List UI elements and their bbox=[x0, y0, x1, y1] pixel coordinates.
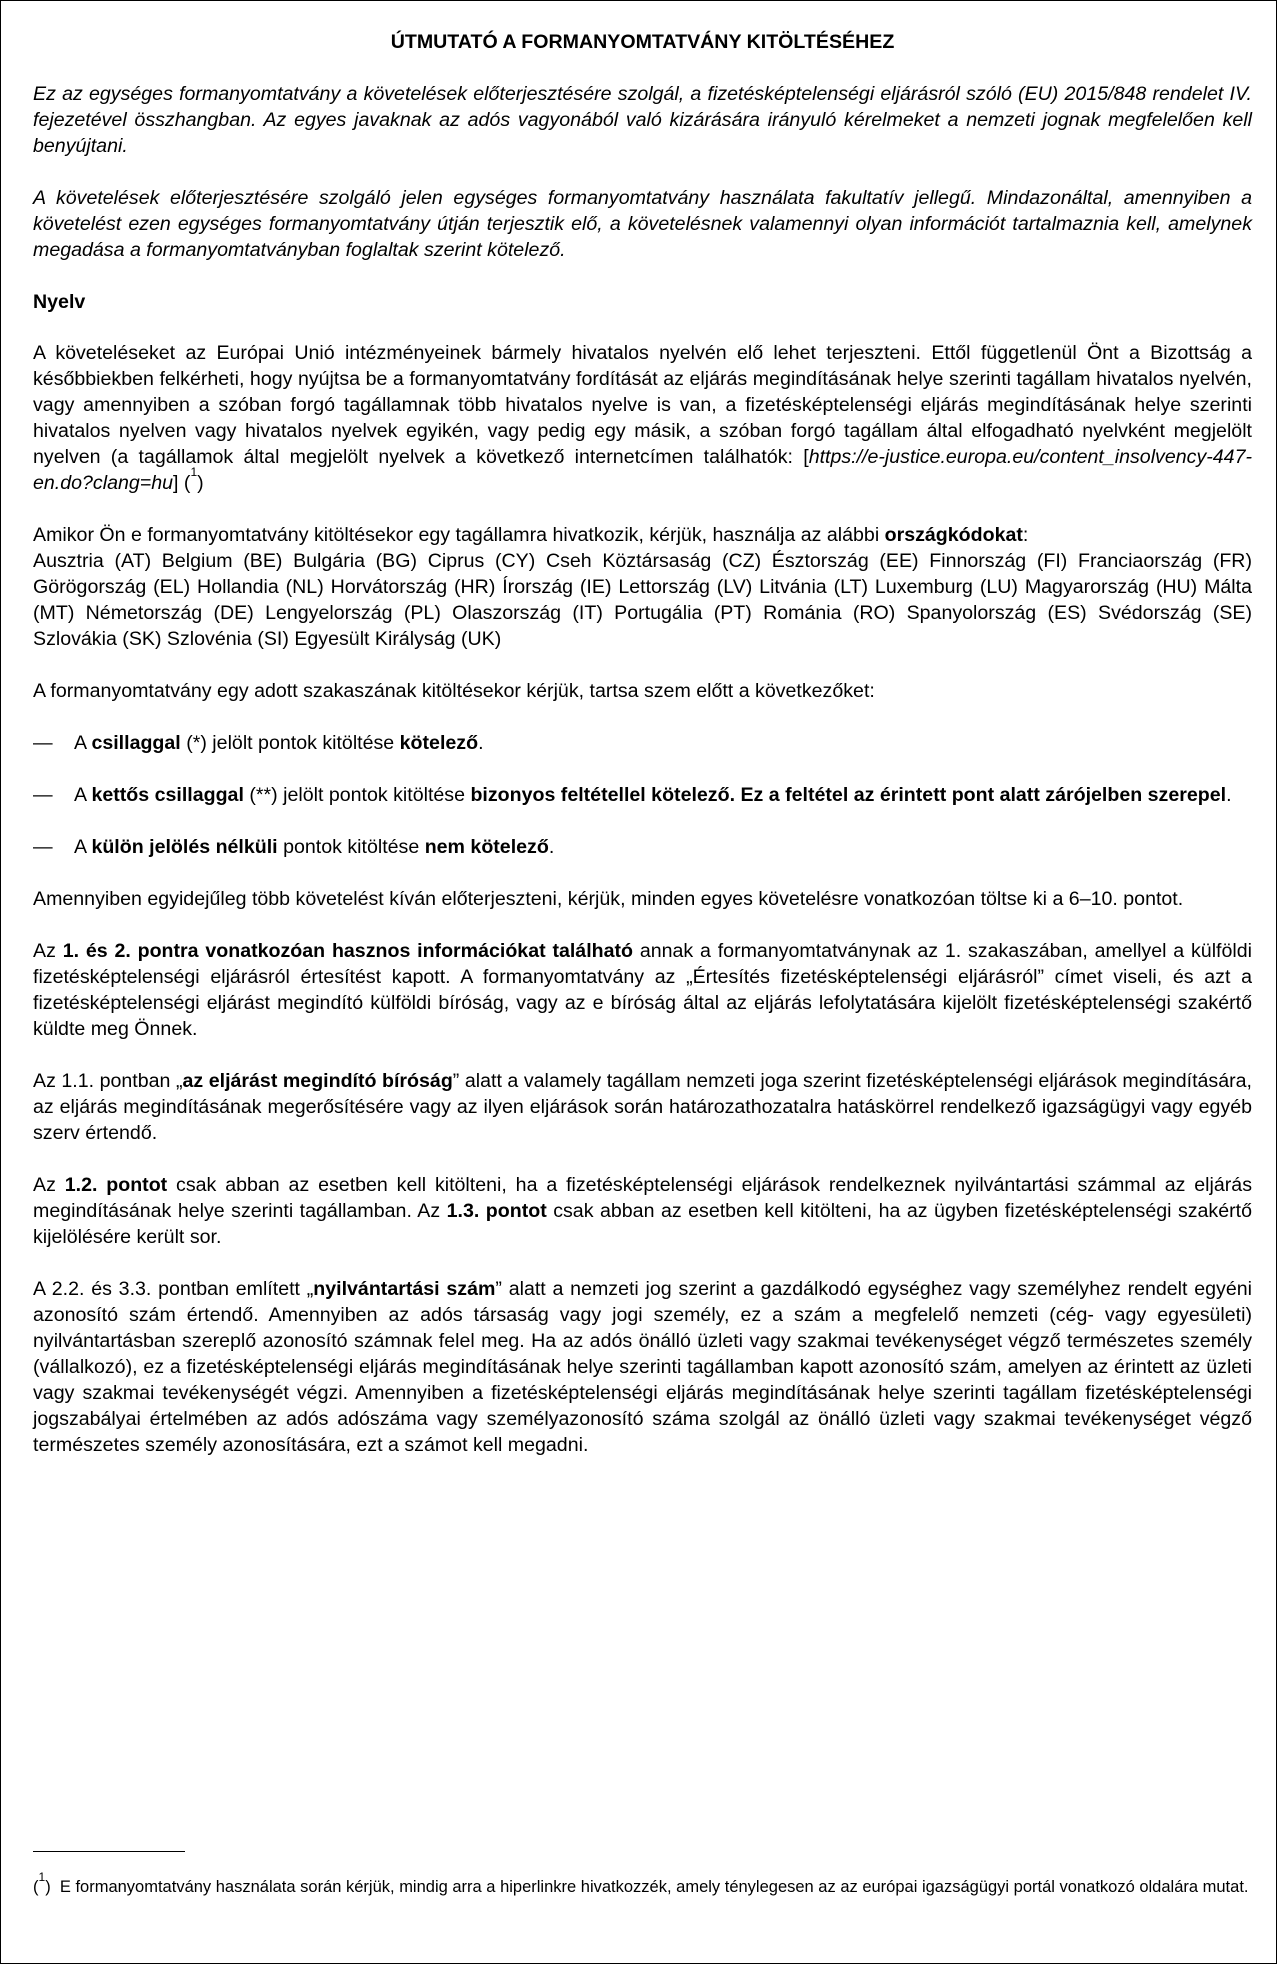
footnote-number: 1 bbox=[38, 1869, 46, 1884]
registration-number-paragraph: A 2.2. és 3.3. pontban említett „nyilvántartási szám” alatt a nemzeti jog szerint a gazdálkodó egységhez vagy személyhez rendelt egyéni azonosító szám értendő. Amennyiben az adós társaság vagy jogi személy, ez a szám a megfelelő nemzeti (cég- vagy egyesületi) nyilvántartásban szereplő azonosító számnak felel meg. Ha az adós önálló üzleti vagy szakmai tevékenységet végző természetes személy (vállalkozó), ez a fizetésképtelenségi eljárás megindításának helye szerinti tagállamban kapott azonosító szám, amelyen az érintett az üzleti vagy szakmai tevékenységét végzi. Amennyiben a fizetésképtelenségi eljárás megindításának helye szerinti tagállam fizetésképtelenségi jogszabályai értelmében az adós adószáma vagy személyazonosító száma szolgál az önálló üzleti vagy szakmai tevékenységet végző természetes személy azonosítására, ezt a számot kell megadni. bbox=[33, 1278, 1252, 1456]
country-codes-paragraph bbox=[33, 522, 1252, 652]
country-codes-intro: Amikor Ön e formanyomtatvány kitöltésekor egy tagállamra hivatkozik, kérjük, használja az alábbi bbox=[33, 524, 885, 546]
language-paragraph bbox=[33, 340, 1252, 496]
bullet-optional: — A külön jelölés nélküli pontok kitöltése nem kötelező. bbox=[33, 836, 555, 858]
points-1-2-paragraph: Az 1. és 2. pontra vonatkozóan hasznos információkat található annak a formanyomtatványnak az 1. szakaszában, amellyel a külföldi fizetésképtelenségi eljárásról értesítést kapott. A formanyomtatvány az „Értesítés fizetésképtelenségi eljárásról” címet viseli, és azt a fizetésképtelenségi eljárást megindító külföldi bíróság, vagy az e bíróság által az eljárás lefolytatására kijelölt fizetésképtelenségi szakértő küldte meg Önnek. bbox=[33, 940, 1252, 1040]
language-heading: Nyelv bbox=[33, 291, 86, 313]
dash-mark: — bbox=[33, 732, 53, 754]
footnote-separator bbox=[33, 1851, 185, 1852]
footnote-reference: 1 bbox=[190, 465, 198, 480]
footnote-text: E formanyomtatvány használata során kérjük, mindig arra a hiperlinkre hivatkozzék, amely ténylegesen az az európai igazságügyi portál vonatkozó oldalára mutat. bbox=[59, 1878, 1249, 1896]
language-after-url: ] ( bbox=[173, 472, 191, 494]
footnote: ($^1$) E formanyomtatvány használata során kérjük, mindig arra a hiperlinkre hivatkozzék, amely ténylegesen az az európai igazságügyi portál vonatkozó oldalára mutat. bbox=[33, 1869, 1249, 1896]
section-note: A formanyomtatvány egy adott szakaszának kitöltésekor kérjük, tartsa szem előtt a következőket: bbox=[33, 680, 875, 702]
language-text: A követeléseket az Európai Unió intézményeinek bármely hivatalos nyelvén elő lehet terjeszteni. Ettől függetlenül Önt a Bizottság a későbbiekben felkérheti, hogy nyújtsa be a formanyomtatvány fordítását az eljárás megindításának helye szerinti tagállam hivatalos nyelvén, vagy amennyiben a szóban forgó tagállamnak több hivatalos nyelve is van, a fizetésképtelenségi eljárás megindításának helye szerinti hivatalos nyelven vagy hivatalos nyelvek egyikén, vagy pedig egy másik, a szóban forgó tagállam által elfogadható nyelvként megjelölt nyelven (a tagállamok által megjelölt nyelvek a következő internetcímen találhatók: [ bbox=[33, 342, 1252, 468]
document-title: ÚTMUTATÓ A FORMANYOMTATVÁNY KITÖLTÉSÉHEZ bbox=[390, 31, 895, 53]
country-codes-list: Ausztria (AT) Belgium (BE) Bulgária (BG) Ciprus (CY) Cseh Köztársaság (CZ) Észtország (EE) Finnország (FI) Franciaország (FR) Görögország (EL) Hollandia (NL) Horvátország (HR) Írország (IE) Lettország (LV) Litvánia (LT) Luxemburg (LU) Magyarország (HU) Málta (MT) Németország (DE) Lengyelország (PL) Olaszország (IT) Portugália (PT) Románia (RO) Spanyolország (ES) Svédország (SE) Szlovákia (SK) Szlovénia (SI) Egyesült Királyság (UK) bbox=[33, 550, 1252, 650]
bullet-conditional: — A kettős csillaggal (**) jelölt pontok kitöltése bizonyos feltétellel kötelező. Ez a feltétel az érintett pont alatt zárójelben szerepel. bbox=[33, 784, 1232, 806]
point-1-1-paragraph: Az 1.1. pontban „az eljárást megindító bíróság” alatt a valamely tagállam nemzeti joga szerint fizetésképtelenségi eljárások megindítására, az eljárás megindításának megerősítésére vagy az ilyen eljárások során határozathozatalra hatáskörrel rendelkező igazságügyi vagy egyéb szerv értendő. bbox=[33, 1070, 1252, 1144]
language-end: ) bbox=[197, 472, 204, 494]
country-codes-colon: : bbox=[1022, 524, 1029, 546]
intro-paragraph-1: Ez az egységes formanyomtatvány a követelések előterjesztésére szolgál, a fizetésképtelenségi eljárásról szóló (EU) 2015/848 rendelet IV. fejezetével összhangban. Az egyes javaknak az adós vagyonából való kizárására irányuló kérelmeket a nemzeti jognak megfelelően kell benyújtani. bbox=[33, 83, 1252, 157]
portal-url: https://e-justice.europa.eu/content_insolvency-447-en.do?clang=hu bbox=[33, 446, 1252, 494]
country-codes-keyword: országkódokat bbox=[884, 524, 1023, 546]
dash-mark: — bbox=[33, 784, 53, 806]
multi-claims-paragraph: Amennyiben egyidejűleg több követelést kíván előterjeszteni, kérjük, minden egyes követelésre vonatkozóan töltse ki a 6–10. pontot. bbox=[33, 888, 1184, 910]
bullet-mandatory: — A csillaggal (*) jelölt pontok kitöltése kötelező. bbox=[33, 732, 484, 754]
intro-paragraph-2: A követelések előterjesztésére szolgáló jelen egységes formanyomtatvány használata fakultatív jellegű. Mindazonáltal, amennyiben a követelést ezen egységes formanyomtatvány útján terjesztik elő, a követelésnek valamennyi olyan információt tartalmaznia kell, amelynek megadása a formanyomtatványban foglaltak szerint kötelező. bbox=[33, 187, 1252, 261]
points-1-2-1-3-paragraph: Az 1.2. pontot csak abban az esetben kell kitölteni, ha a fizetésképtelenségi eljárások rendelkeznek nyilvántartási számmal az eljárás megindításának helye szerinti tagállamban. Az 1.3. pontot csak abban az esetben kell kitölteni, ha az ügyben fizetésképtelenségi szakértő kijelölésére került sor. bbox=[33, 1174, 1252, 1248]
dash-mark: — bbox=[33, 836, 53, 858]
